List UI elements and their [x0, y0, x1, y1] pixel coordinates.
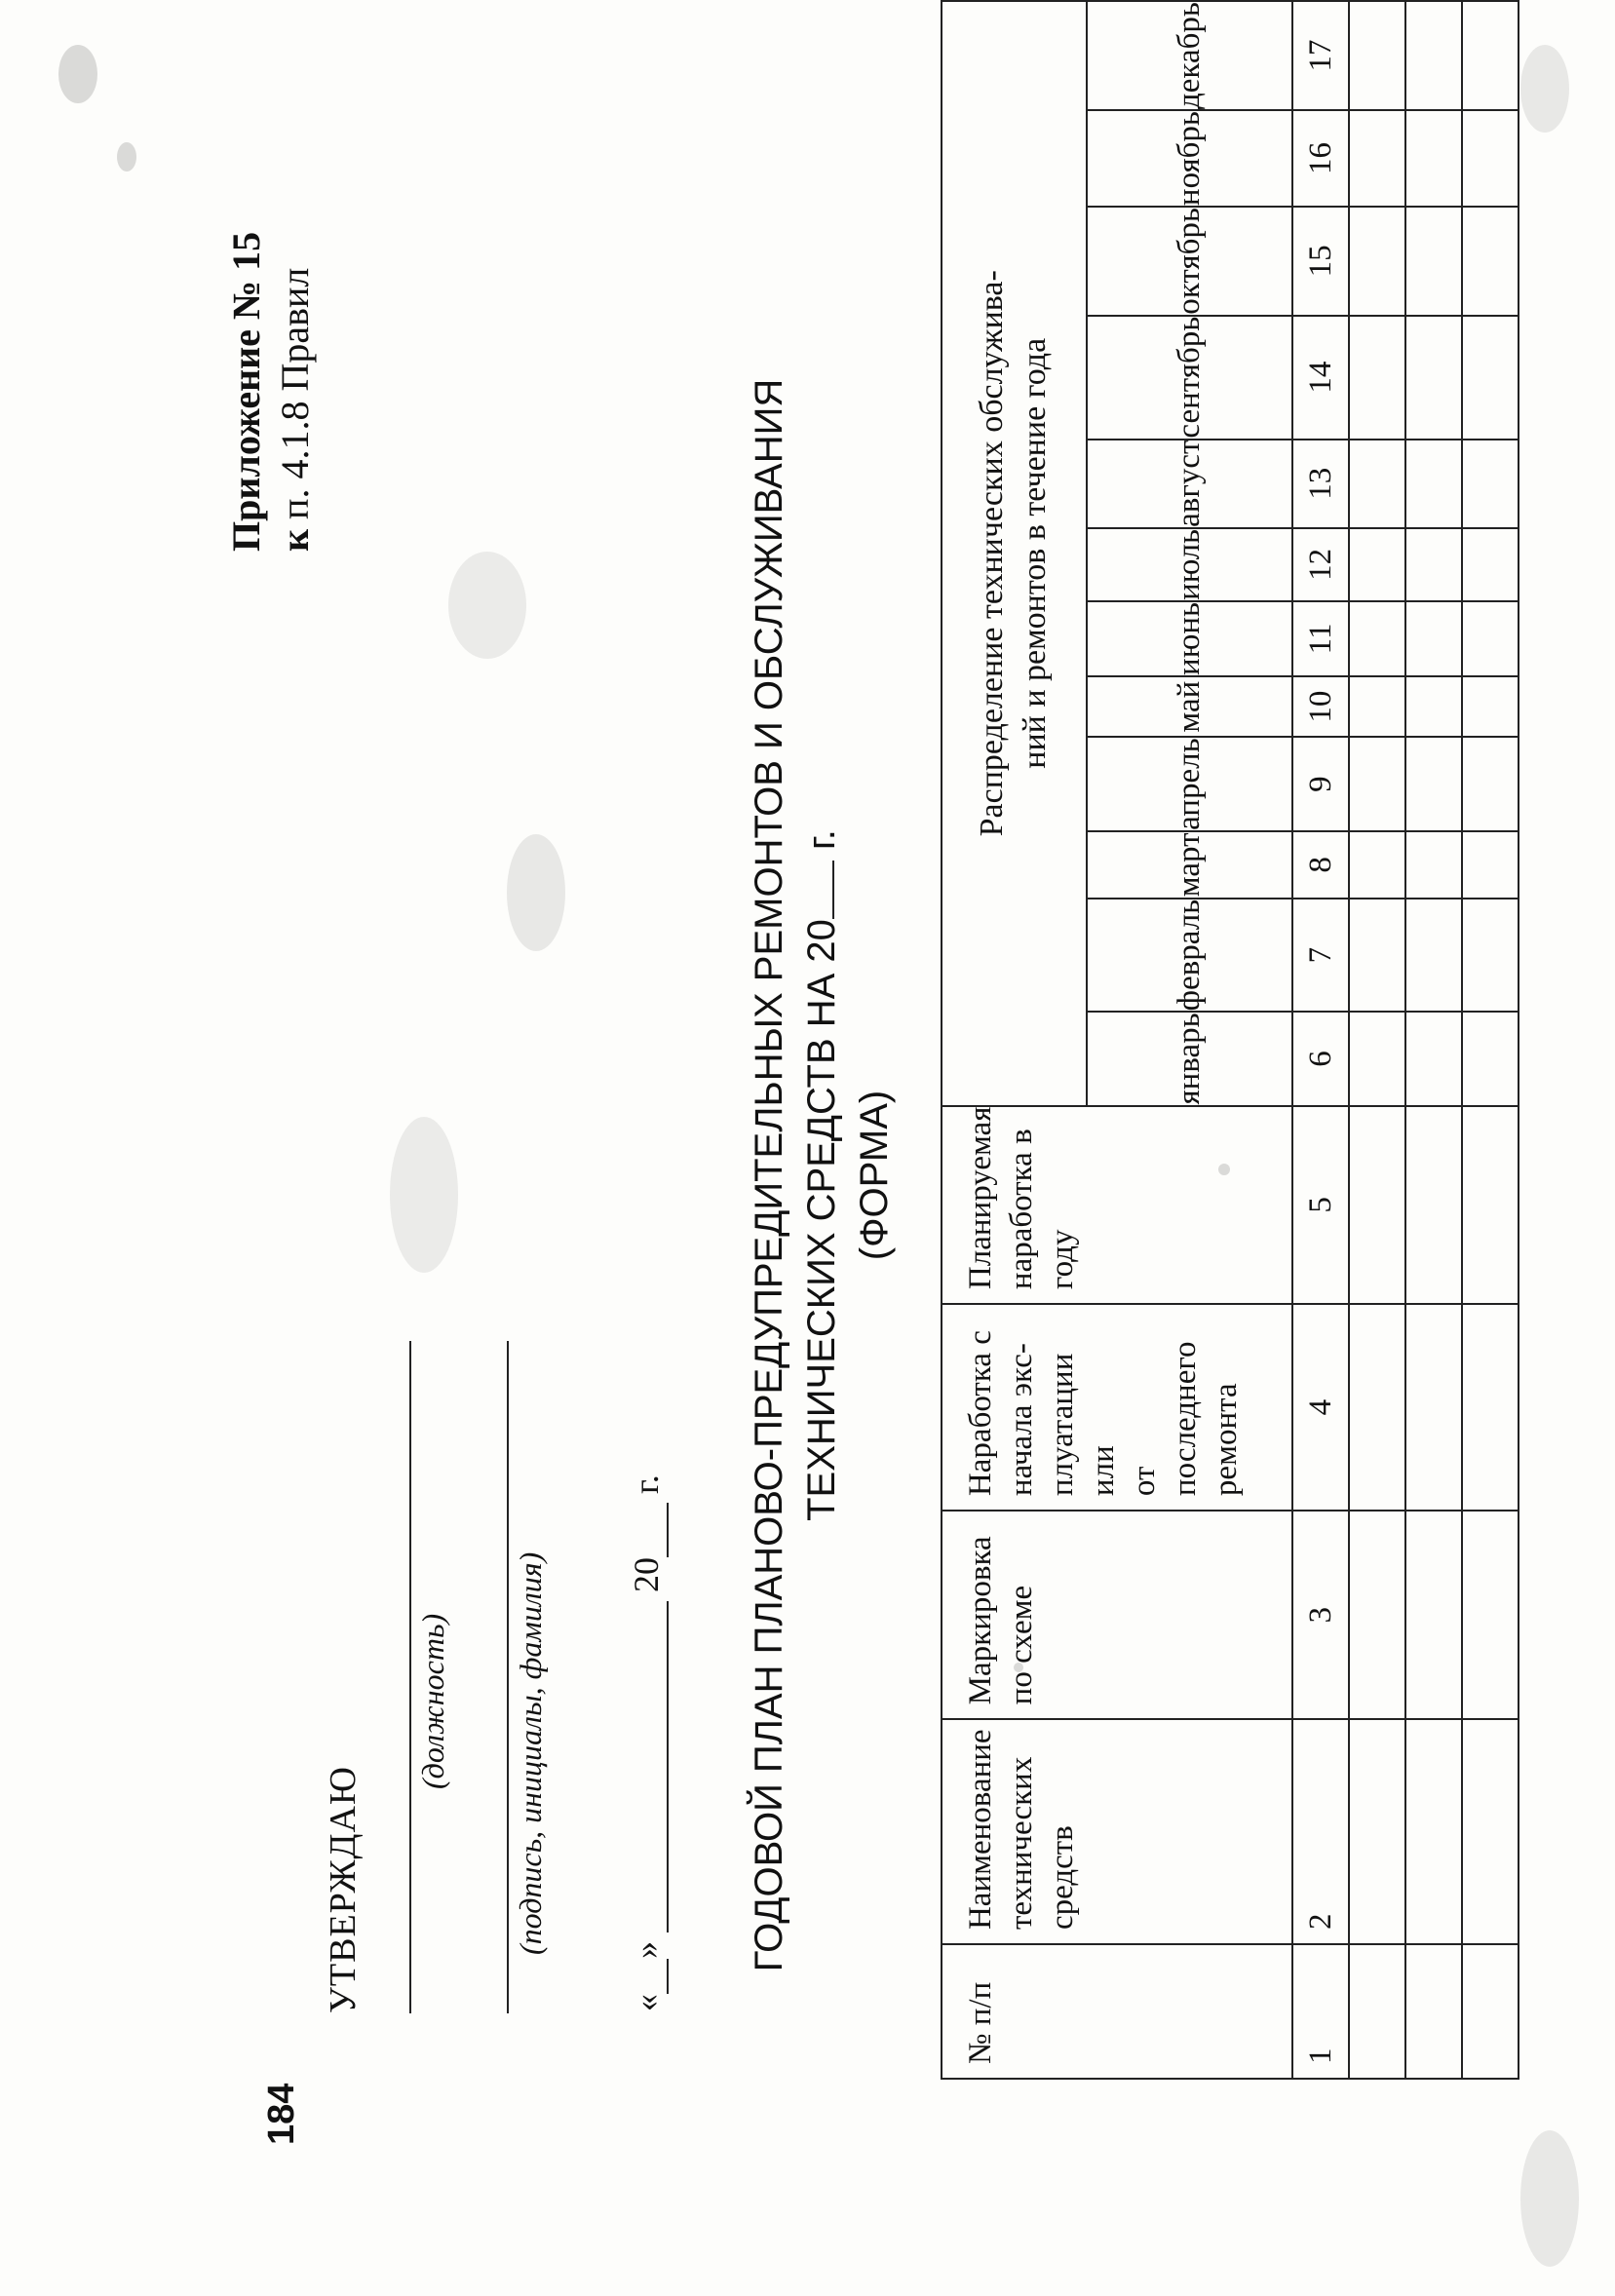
date-year-suffix: г.: [627, 1474, 666, 1494]
colnum-4: 4: [1292, 1304, 1349, 1511]
header-no-label: № п/п: [963, 1981, 998, 2064]
colnum-13: 13: [1292, 440, 1349, 528]
date-quote-close: »: [627, 1941, 666, 1959]
empty-cell: [1405, 899, 1462, 1013]
empty-row-1: [1349, 1, 1405, 2079]
empty-row-2: [1405, 1, 1462, 2079]
approval-heading: УТВЕРЖДАЮ: [323, 1766, 364, 2013]
colnum-11: 11: [1292, 601, 1349, 676]
title-year-blank: [803, 861, 834, 919]
empty-cell: [1462, 207, 1519, 316]
title-line-2: [795, 249, 848, 2101]
header-distribution-l2: ний и ремонтов в течение года: [1017, 337, 1054, 769]
empty-cell: [1405, 1944, 1462, 2079]
empty-cell: [1349, 440, 1405, 528]
header-operating-l3: плуатации или: [1045, 1353, 1121, 1497]
empty-cell: [1405, 601, 1462, 676]
empty-cell: [1462, 737, 1519, 831]
header-operating-l4: от последнего: [1127, 1341, 1203, 1497]
empty-cell: [1462, 528, 1519, 601]
title-line-1: ГОДОВОЙ ПЛАН ПЛАНОВО-ПРЕДУПРЕДИТЕЛЬНЫХ РЕМОНТОВ И ОБСЛУЖИВАНИЯ: [748, 378, 790, 1972]
plan-table: [941, 0, 1519, 2080]
empty-cell: [1349, 676, 1405, 737]
colnum-1: 1: [1292, 1944, 1349, 2079]
title-line-3: (ФОРМА): [853, 1090, 896, 1261]
month-aug: август: [1087, 440, 1292, 528]
colnum-17: 17: [1292, 1, 1349, 110]
header-planned-l1: Планируемая: [963, 1106, 998, 1290]
header-marking-l1: Маркировка: [963, 1536, 998, 1705]
empty-cell: [1349, 1, 1405, 110]
empty-cell: [1349, 528, 1405, 601]
colnum-3: 3: [1292, 1511, 1349, 1719]
colnum-14: 14: [1292, 316, 1349, 440]
month-oct: октябрь: [1087, 207, 1292, 316]
header-planned-l2: наработка в: [1004, 1129, 1039, 1290]
header-no: [942, 1944, 1292, 2079]
header-marking-l2: по схеме: [1004, 1585, 1039, 1705]
empty-cell: [1462, 440, 1519, 528]
header-distribution: [942, 1, 1087, 1106]
empty-cell: [1462, 831, 1519, 899]
title-line-2-suffix: г.: [800, 829, 843, 850]
approval-date-line: [626, 1474, 669, 2011]
month-mar: март: [1087, 831, 1292, 899]
date-year-prefix: 20: [627, 1557, 666, 1592]
empty-cell: [1405, 676, 1462, 737]
column-number-row: [1292, 1, 1349, 2079]
empty-cell: [1405, 440, 1462, 528]
header-planned-time: [942, 1106, 1292, 1305]
empty-cell: [1405, 207, 1462, 316]
empty-cell: [1349, 737, 1405, 831]
date-quote-open: «: [627, 1994, 666, 2011]
empty-cell: [1462, 601, 1519, 676]
empty-cell: [1462, 1944, 1519, 2079]
date-year-blank: [626, 1503, 669, 1557]
empty-cell: [1405, 1719, 1462, 1944]
empty-cell: [1405, 316, 1462, 440]
appendix-line-2-rest: п. 4.1.8 Правил: [273, 267, 317, 529]
empty-cell: [1349, 316, 1405, 440]
empty-cell: [1462, 1719, 1519, 1944]
empty-cell: [1462, 110, 1519, 207]
empty-cell: [1405, 737, 1462, 831]
header-name-l2: технических: [1004, 1756, 1039, 1931]
header-operating-l5: ремонта: [1209, 1383, 1244, 1497]
month-jul: июль: [1087, 528, 1292, 601]
month-jan: январь: [1087, 1012, 1292, 1105]
empty-cell: [1462, 316, 1519, 440]
header-marking: [942, 1511, 1292, 1719]
position-line: [409, 1341, 411, 2013]
empty-cell: [1405, 1, 1462, 110]
scan-speck: [58, 45, 97, 103]
colnum-6: 6: [1292, 1012, 1349, 1105]
colnum-12: 12: [1292, 528, 1349, 601]
header-operating-l2: начала экс-: [1004, 1343, 1039, 1497]
empty-cell: [1349, 899, 1405, 1013]
signature-caption: (подпись, инициалы, фамилия): [513, 1551, 548, 1955]
colnum-5: 5: [1292, 1106, 1349, 1305]
empty-cell: [1349, 831, 1405, 899]
empty-cell: [1462, 1, 1519, 110]
colnum-16: 16: [1292, 110, 1349, 207]
empty-cell: [1405, 110, 1462, 207]
position-caption: (должность): [415, 1613, 450, 1789]
month-nov: ноябрь: [1087, 110, 1292, 207]
colnum-8: 8: [1292, 831, 1349, 899]
empty-cell: [1462, 676, 1519, 737]
appendix-reference: [222, 232, 320, 552]
month-jun: июнь: [1087, 601, 1292, 676]
empty-cell: [1405, 1304, 1462, 1511]
colnum-7: 7: [1292, 899, 1349, 1013]
empty-cell: [1462, 1304, 1519, 1511]
scan-speck: [390, 1117, 458, 1273]
month-sep: сентябрь: [1087, 316, 1292, 440]
header-distribution-l1: Распределение технических обслужива-: [974, 270, 1011, 837]
signature-line: [507, 1341, 509, 2013]
empty-cell: [1349, 1304, 1405, 1511]
empty-cell: [1349, 1012, 1405, 1105]
page-number: 184: [261, 2083, 302, 2145]
empty-cell: [1349, 207, 1405, 316]
date-month-blank: [626, 1601, 669, 1932]
empty-cell: [1462, 1511, 1519, 1719]
empty-cell: [1462, 1106, 1519, 1305]
date-day-blank: [626, 1959, 669, 1994]
empty-cell: [1349, 601, 1405, 676]
month-feb: февраль: [1087, 899, 1292, 1013]
scan-speck: [507, 834, 565, 951]
colnum-10: 10: [1292, 676, 1349, 737]
scan-speck: [1520, 45, 1569, 133]
scan-speck: [117, 142, 136, 172]
empty-cell: [1462, 1012, 1519, 1105]
empty-cell: [1462, 899, 1519, 1013]
empty-cell: [1405, 831, 1462, 899]
empty-cell: [1405, 528, 1462, 601]
empty-cell: [1405, 1012, 1462, 1105]
month-apr: апрель: [1087, 737, 1292, 831]
empty-cell: [1349, 110, 1405, 207]
header-planned-l3: году: [1045, 1229, 1080, 1290]
header-row-group: [942, 1, 1087, 2079]
header-operating-l1: Наработка с: [963, 1330, 998, 1497]
empty-cell: [1349, 1511, 1405, 1719]
title-line-2-prefix: ТЕХНИЧЕСКИХ СРЕДСТВ НА 20: [800, 919, 843, 1521]
colnum-2: 2: [1292, 1719, 1349, 1944]
empty-row-3: [1462, 1, 1519, 2079]
appendix-line-1: Приложение № 15: [224, 231, 268, 552]
header-operating-time: [942, 1304, 1292, 1511]
empty-cell: [1349, 1719, 1405, 1944]
empty-cell: [1405, 1511, 1462, 1719]
empty-cell: [1405, 1106, 1462, 1305]
appendix-line-2-bold: к: [273, 528, 317, 552]
header-name-l1: Наименование: [963, 1729, 998, 1931]
month-may: май: [1087, 676, 1292, 737]
scan-speck: [1520, 2130, 1579, 2267]
scan-speck: [448, 552, 526, 659]
document-title: [743, 249, 901, 2101]
empty-cell: [1349, 1106, 1405, 1305]
header-name-l3: средств: [1045, 1825, 1080, 1931]
month-dec: декабрь: [1087, 1, 1292, 110]
colnum-9: 9: [1292, 737, 1349, 831]
header-name: [942, 1719, 1292, 1944]
empty-cell: [1349, 1944, 1405, 2079]
colnum-15: 15: [1292, 207, 1349, 316]
appendix-line-2: [271, 232, 320, 552]
